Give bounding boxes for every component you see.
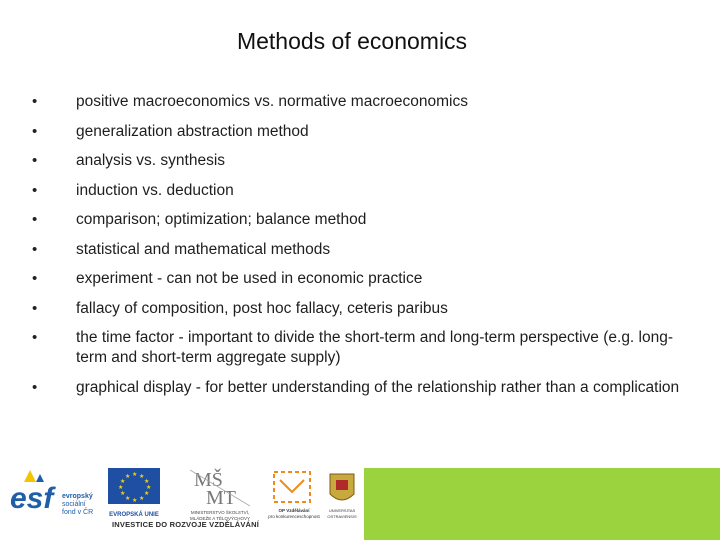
bullet-item: • positive macroeconomics vs. normative macroeconomics — [32, 92, 692, 112]
svg-text:OSTRAVIENSIS: OSTRAVIENSIS — [327, 514, 357, 519]
svg-text:MT: MT — [206, 487, 236, 509]
svg-text:pro konkurenceschopnost: pro konkurenceschopnost — [268, 514, 320, 519]
eu-flag-icon — [106, 466, 162, 524]
svg-text:★: ★ — [118, 484, 124, 491]
svg-text:fond v ČR: fond v ČR — [62, 509, 94, 516]
bullet-item: • induction vs. deduction — [32, 181, 692, 201]
svg-text:★: ★ — [139, 495, 145, 502]
svg-text:sociální: sociální — [62, 501, 86, 508]
svg-text:★: ★ — [125, 495, 131, 502]
svg-text:esf: esf — [10, 482, 54, 515]
svg-text:★: ★ — [132, 471, 138, 478]
esf-logo-icon — [10, 468, 102, 524]
bullet-item: • fallacy of composition, post hoc fallacy, ceteris paribus — [32, 299, 692, 319]
bullet-item: • comparison; optimization; balance method — [32, 210, 692, 230]
svg-text:★: ★ — [139, 473, 145, 480]
slide-title: Methods of economics — [236, 28, 468, 54]
op-vk-logo-icon — [264, 466, 324, 524]
svg-text:★: ★ — [144, 490, 150, 497]
svg-text:★: ★ — [125, 473, 131, 480]
svg-text:MINISTERSTVO ŠKOLSTVÍ,: MINISTERSTVO ŠKOLSTVÍ, — [190, 510, 250, 515]
university-crest-icon — [322, 466, 362, 524]
bullet-item: • the time factor - important to divide the short-term and long-term perspective (e.g. long-term and short-term aggregate supply) — [32, 328, 692, 368]
svg-text:MŠ: MŠ — [194, 469, 223, 491]
bullet-item: • graphical display - for better understanding of the relationship rather than a complication — [32, 378, 692, 398]
svg-text:MLÁDEŽE A TĚLOVÝCHOVY: MLÁDEŽE A TĚLOVÝCHOVY — [190, 516, 250, 521]
svg-text:★: ★ — [144, 478, 150, 485]
svg-text:★: ★ — [132, 497, 138, 504]
msmt-logo-icon — [180, 464, 260, 524]
svg-text:★: ★ — [120, 490, 126, 497]
bullet-list — [32, 92, 692, 407]
svg-text:EVROPSKÁ UNIE: EVROPSKÁ UNIE — [109, 512, 159, 518]
svg-text:★: ★ — [146, 484, 152, 491]
bullet-item: • experiment - can not be used in economic practice — [32, 269, 692, 289]
footer-accent-bar — [364, 468, 720, 540]
svg-text:★: ★ — [120, 478, 126, 485]
bullet-item: • analysis vs. synthesis — [32, 151, 692, 171]
svg-text:OP Vzdělávání: OP Vzdělávání — [278, 508, 310, 513]
svg-text:UNIVERSITAS: UNIVERSITAS — [328, 508, 356, 513]
svg-text:evropský: evropský — [62, 493, 93, 500]
bullet-item: • generalization abstraction method — [32, 122, 692, 142]
investice-tagline: INVESTICE DO ROZVOJE VZDĚLÁVÁNÍ — [112, 520, 260, 529]
bullet-item: • statistical and mathematical methods — [32, 240, 692, 260]
